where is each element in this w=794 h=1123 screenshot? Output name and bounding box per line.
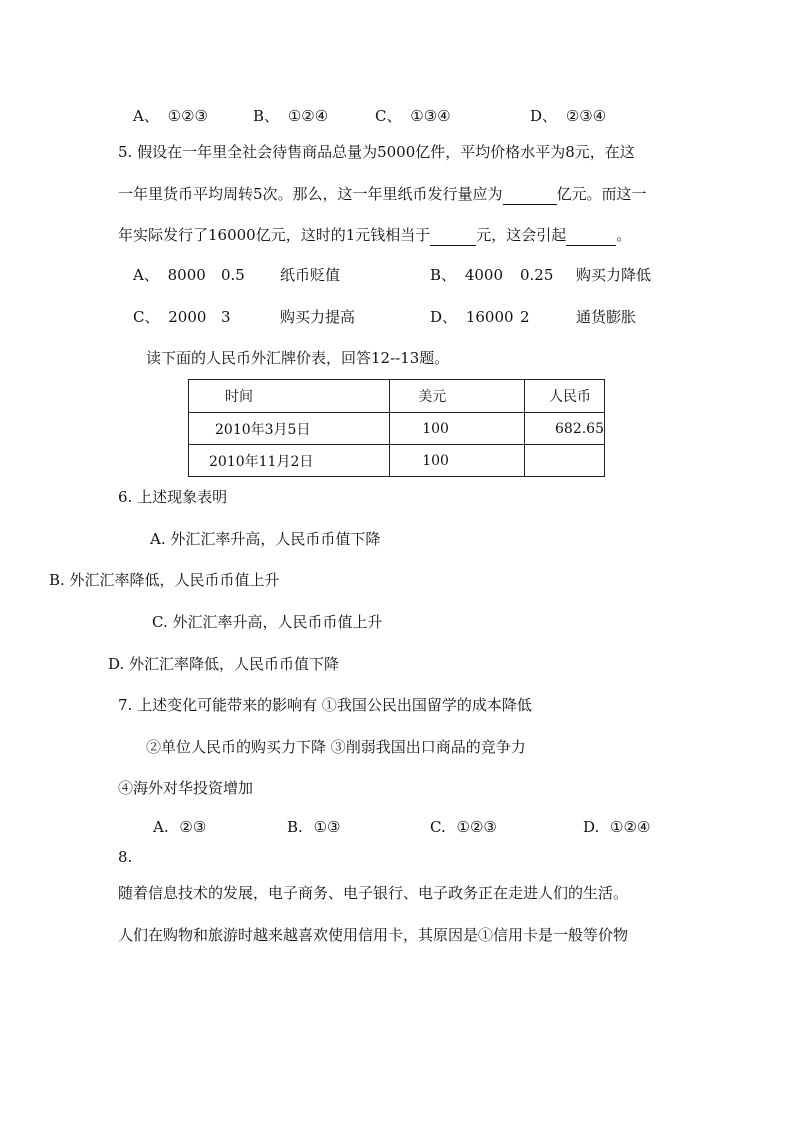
option-letter: C. — [430, 818, 446, 836]
option-letter: B. — [287, 818, 303, 836]
option-value: 8000 — [167, 266, 206, 284]
q6-option-c: C. 外汇汇率升高，人民币币值上升 — [152, 613, 383, 631]
fx-rate-table — [188, 379, 605, 477]
option-value: 纸币贬值 — [280, 266, 341, 284]
table-header: 时间 — [189, 380, 390, 413]
option-letter: A. — [153, 818, 169, 836]
q8-line2: 人们在购物和旅游时越来越喜欢使用信用卡，其原因是①信用卡是一般等价物 — [118, 926, 629, 944]
q6-option-a: A. 外汇汇率升高，人民币币值下降 — [150, 530, 381, 548]
option-text: ②③④ — [565, 107, 607, 125]
option-letter: C、 — [133, 308, 160, 326]
option-value: 0.5 — [221, 266, 245, 284]
q7-option-a — [153, 817, 206, 837]
table-row — [189, 445, 605, 477]
q5-option-c — [133, 307, 206, 327]
option-value: 16000 — [465, 308, 514, 326]
q5-option-a — [133, 265, 206, 285]
option-letter: D、 — [430, 308, 458, 326]
option-letter: B、 — [253, 107, 280, 125]
option-letter: D. — [583, 818, 600, 836]
q5-line2 — [118, 184, 647, 205]
q5-option-d — [430, 307, 514, 327]
q4-option-d — [530, 106, 606, 126]
option-letter: C、 — [375, 107, 402, 125]
q5-line1: 5. 假设在一年里全社会待售商品总量为5000亿件，平均价格水平为8元，在这 — [118, 143, 635, 161]
q7-line2: ②单位人民币的购买力下降 ③削弱我国出口商品的竞争力 — [146, 738, 526, 756]
option-text: ①②③ — [456, 818, 497, 836]
option-value: 2000 — [168, 308, 207, 326]
answer-blank — [566, 225, 616, 246]
q7-option-b — [287, 817, 340, 837]
q7-option-d — [583, 817, 650, 837]
option-text: ①③④ — [410, 107, 451, 125]
q6-option-d: D. 外汇汇率降低，人民币币值下降 — [108, 655, 340, 673]
q5-text: 元，这会引起 — [476, 226, 567, 244]
option-value: 4000 — [464, 266, 503, 284]
q7-line1: 7. 上述变化可能带来的影响有 ①我国公民出国留学的成本降低 — [118, 696, 532, 714]
option-value: 通货膨胀 — [576, 308, 637, 326]
q4-option-a — [133, 106, 208, 126]
option-letter: D、 — [530, 107, 558, 125]
table-header-row — [189, 380, 605, 413]
option-value: 购买力提高 — [280, 308, 356, 326]
option-letter: B、 — [430, 266, 457, 284]
table-row — [189, 413, 605, 445]
q6-option-b: B. 外汇汇率降低，人民币币值上升 — [49, 571, 280, 589]
q4-option-b — [253, 106, 328, 126]
q7-line3: ④海外对华投资增加 — [118, 779, 254, 797]
option-value: 2 — [520, 308, 530, 326]
answer-blank — [503, 184, 557, 205]
table-cell: 2010年3月5日 — [189, 413, 390, 445]
table-cell: 682.65 — [525, 413, 605, 445]
q5-text: 亿元。而这一 — [556, 185, 647, 203]
q5-text: 。 — [616, 226, 632, 244]
option-text: ①③ — [313, 818, 341, 836]
option-value: 0.25 — [520, 266, 554, 284]
option-letter: A、 — [133, 266, 159, 284]
table-cell: 100 — [390, 413, 525, 445]
q5-option-b — [430, 265, 503, 285]
q6-stem: 6. 上述现象表明 — [118, 488, 228, 506]
q5-text: 一年里货币平均周转5次。那么，这一年里纸币发行量应为 — [118, 185, 503, 203]
table-cell: 100 — [390, 445, 525, 477]
table-header: 美元 — [390, 380, 525, 413]
q8-line1: 随着信息技术的发展，电子商务、电子银行、电子政务正在走进人们的生活。 — [118, 884, 629, 902]
reading-intro: 读下面的人民币外汇牌价表，回答12--13题。 — [146, 349, 450, 367]
option-letter: A、 — [133, 107, 159, 125]
table-cell: 2010年11月2日 — [189, 445, 390, 477]
option-value: 3 — [221, 308, 231, 326]
option-value: 购买力降低 — [576, 266, 652, 284]
option-text: ①②④ — [610, 818, 651, 836]
option-text: ①②④ — [287, 107, 329, 125]
option-text: ②③ — [179, 818, 207, 836]
table-cell — [525, 445, 605, 477]
table-header: 人民币 — [525, 380, 605, 413]
q4-option-c — [375, 106, 451, 126]
q5-text: 年实际发行了16000亿元，这时的1元钱相当于 — [118, 226, 431, 244]
answer-blank — [430, 225, 476, 246]
q8-number: 8. — [118, 848, 133, 866]
q5-line3 — [118, 225, 631, 246]
option-text: ①②③ — [167, 107, 208, 125]
q7-option-c — [430, 817, 497, 837]
